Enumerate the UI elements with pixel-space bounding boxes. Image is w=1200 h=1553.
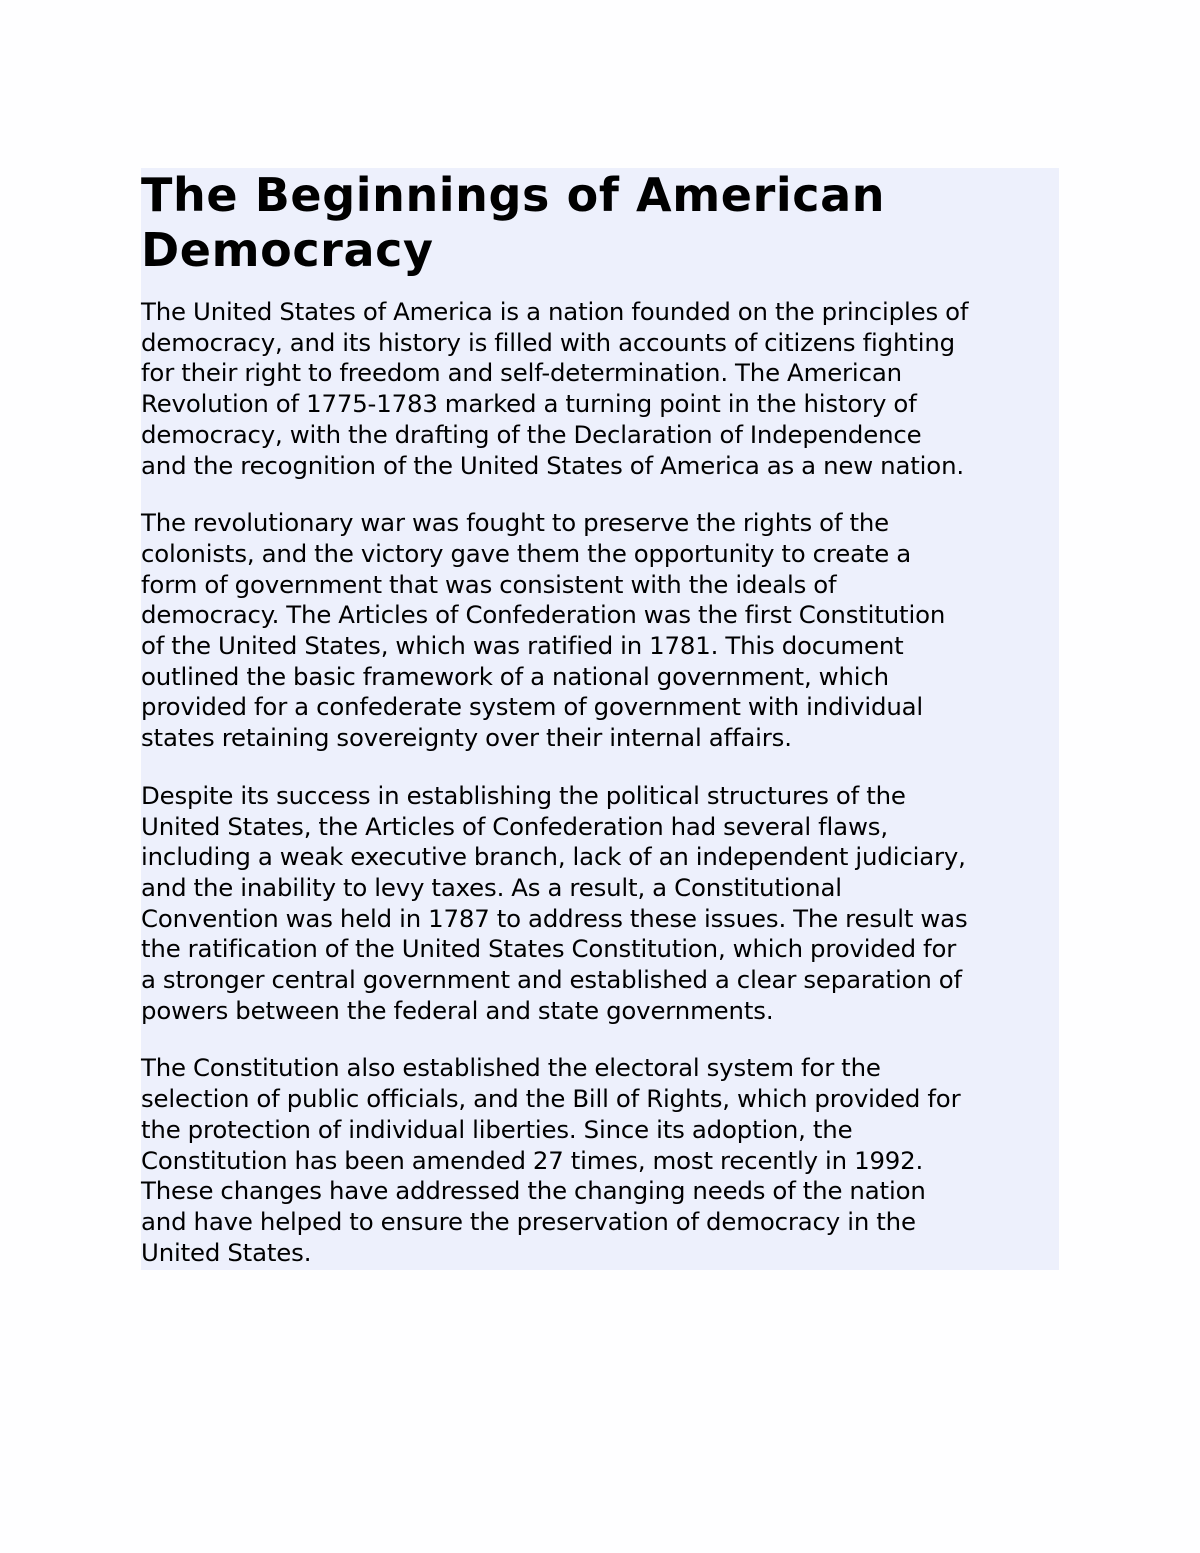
paragraph-line: Constitution has been amended 27 times, most recently in 1992. xyxy=(141,1145,924,1175)
paragraph-1 xyxy=(141,297,1059,481)
paragraph-line: powers between the federal and state governments. xyxy=(141,995,774,1025)
paragraph-line: The revolutionary war was fought to preserve the rights of the xyxy=(141,508,890,538)
paragraph-line: and the recognition of the United States of America as a new nation. xyxy=(141,450,964,480)
paragraph-line: and the inability to levy taxes. As a result, a Constitutional xyxy=(141,872,842,902)
paragraph-line: colonists, and the victory gave them the opportunity to create a xyxy=(141,538,912,568)
paragraph-line: democracy, with the drafting of the Declaration of Independence xyxy=(141,419,922,449)
paragraph-line: including a weak executive branch, lack of an independent judiciary, xyxy=(141,842,966,872)
paragraph-line: provided for a confederate system of government with individual xyxy=(141,692,924,722)
paragraph-line: outlined the basic framework of a national government, which xyxy=(141,661,889,691)
paragraph-line: states retaining sovereignty over their internal affairs. xyxy=(141,723,792,753)
paragraph-line: The United States of America is a nation founded on the principles of xyxy=(141,297,969,326)
paragraph-line: The Constitution also established the electoral system for the xyxy=(141,1053,881,1083)
paragraph-line: Despite its success in establishing the political structures of the xyxy=(141,780,906,810)
paragraph-line: of the United States, which was ratified in 1781. This document xyxy=(141,631,904,661)
paragraph-line: These changes have addressed the changing needs of the nation xyxy=(141,1176,926,1206)
paragraph-line: democracy, and its history is filled with accounts of citizens fighting xyxy=(141,327,955,357)
paragraph-line: for their right to freedom and self-determination. The American xyxy=(141,358,902,388)
article-title xyxy=(141,168,1059,278)
paragraph-3 xyxy=(141,781,1059,1027)
paragraph-line: and have helped to ensure the preservation of democracy in the xyxy=(141,1206,916,1236)
paragraph-line: a stronger central government and established a clear separation of xyxy=(141,965,962,995)
paragraph-line: Revolution of 1775-1783 marked a turning point in the history of xyxy=(141,389,917,419)
paragraph-line: democracy. The Articles of Confederation was the first Constitution xyxy=(141,600,946,630)
paragraph-line: United States. xyxy=(141,1237,312,1267)
title-line: Democracy xyxy=(141,223,434,277)
paragraph-line: selection of public officials, and the Bill of Rights, which provided for xyxy=(141,1084,961,1114)
paragraph-line: United States, the Articles of Confederation had several flaws, xyxy=(141,811,888,841)
article-content-box xyxy=(141,168,1059,1270)
title-line: The Beginnings of American xyxy=(141,168,886,222)
paragraph-line: the protection of individual liberties. Since its adoption, the xyxy=(141,1114,853,1144)
paragraph-2 xyxy=(141,508,1059,754)
paragraph-line: the ratification of the United States Constitution, which provided for xyxy=(141,934,957,964)
paragraph-4 xyxy=(141,1053,1059,1268)
content-bottom-padding xyxy=(141,1268,1059,1270)
paragraph-line: form of government that was consistent with the ideals of xyxy=(141,569,837,599)
paragraph-line: Convention was held in 1787 to address these issues. The result was xyxy=(141,903,968,933)
